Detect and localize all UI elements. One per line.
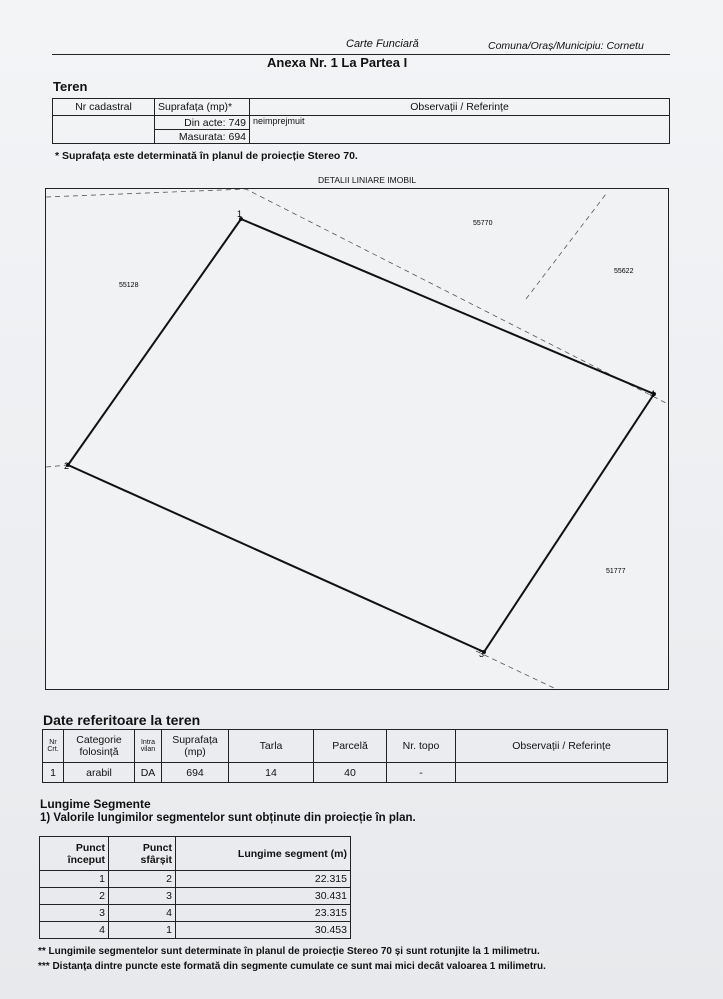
cell-parcela: 40 xyxy=(314,763,387,783)
cell-categorie: arabil xyxy=(64,763,135,783)
segment-length: 22.315 xyxy=(176,871,351,888)
segment-end: 1 xyxy=(109,922,176,939)
segment-start: 2 xyxy=(40,888,109,905)
segment-end: 4 xyxy=(109,905,176,922)
header-lungime: Lungime segment (m) xyxy=(176,837,351,871)
surface-masurata: Masurata: 694 xyxy=(155,130,250,144)
segments-table xyxy=(39,836,351,939)
vertex-1-label: 1 xyxy=(237,209,243,219)
segment-length: 30.431 xyxy=(176,888,351,905)
segment-end: 3 xyxy=(109,888,176,905)
segment-end: 2 xyxy=(109,871,176,888)
parcel-outline xyxy=(68,219,654,652)
col-cadastral: Nr cadastral xyxy=(53,99,155,116)
date-teren-table xyxy=(42,729,668,783)
header-categorie: Categorie folosință xyxy=(64,730,135,763)
header-observatii: Observații / Referințe xyxy=(456,730,668,763)
header-intravilan: Intra vilan xyxy=(135,730,162,763)
segment-length: 30.453 xyxy=(176,922,351,939)
header-punct-sfarsit: Punct sfârșit xyxy=(109,837,176,871)
parcel-drawing xyxy=(46,189,668,689)
segments-heading: Lungime Segmente xyxy=(40,797,151,811)
observatii-value: neimprejmuit xyxy=(250,116,670,144)
map-title: DETALII LINIARE IMOBIL xyxy=(318,175,417,185)
cell-suprafata: 694 xyxy=(162,763,229,783)
segment-start: 1 xyxy=(40,871,109,888)
header-suprafata: Suprafața (mp) xyxy=(162,730,229,763)
cadastral-value xyxy=(53,116,155,144)
segments-note: 1) Valorile lungimilor segmentelor sunt obținute din proiecție în plan. xyxy=(40,812,416,824)
cell-nr-topo: - xyxy=(387,763,456,783)
header-punct-inceput: Punct început xyxy=(40,837,109,871)
surface-acte: Din acte: 749 xyxy=(155,116,250,130)
cell-nr-crt: 1 xyxy=(43,763,64,783)
footnote-distance: *** Distanța dintre puncte este formată din segmente cumulate ce sunt mai mici decât valoarea 1 milimetru. xyxy=(38,961,546,972)
locality-label: Comuna/Oraș/Municipiu: Cornetu xyxy=(488,40,644,52)
neighbor-boundary-north xyxy=(526,194,606,299)
neighbor-boundary-top xyxy=(46,189,246,197)
vertex-4-label: 4 xyxy=(650,389,656,399)
vertex-3-label: 3 xyxy=(479,649,485,659)
col-surface: Suprafața (mp)* xyxy=(155,99,250,116)
cell-tarla: 14 xyxy=(229,763,314,783)
date-teren-heading: Date referitoare la teren xyxy=(43,712,201,728)
page-title: Anexa Nr. 1 La Partea I xyxy=(267,55,408,70)
footnote-lengths: ** Lungimile segmentelor sunt determinate în planul de proiecție Stereo 70 și sunt rotunjite la 1 milimetru. xyxy=(38,946,540,957)
registry-label: Carte Funciară xyxy=(346,38,419,50)
segment-start: 3 xyxy=(40,905,109,922)
neighbor-boundary-south xyxy=(476,651,556,689)
neighbor-label-55770: 55770 xyxy=(473,220,493,227)
teren-table xyxy=(52,98,670,144)
header-nr-topo: Nr. topo xyxy=(387,730,456,763)
cell-observatii xyxy=(456,763,668,783)
col-observatii: Observații / Referințe xyxy=(250,99,670,116)
parcel-map xyxy=(45,188,669,690)
neighbor-label-55622: 55622 xyxy=(614,268,634,275)
surface-footnote: * Suprafața este determinată în planul de proiecție Stereo 70. xyxy=(55,150,358,162)
header-tarla: Tarla xyxy=(229,730,314,763)
teren-heading: Teren xyxy=(53,79,88,94)
segment-start: 4 xyxy=(40,922,109,939)
vertex-2-label: 2 xyxy=(64,461,70,471)
header-nr-crt: Nr Crt. xyxy=(43,730,64,763)
neighbor-label-51777: 51777 xyxy=(606,568,626,575)
neighbor-label-55128: 55128 xyxy=(119,282,139,289)
segment-length: 23.315 xyxy=(176,905,351,922)
cell-intravilan: DA xyxy=(135,763,162,783)
header-parcela: Parcelă xyxy=(314,730,387,763)
